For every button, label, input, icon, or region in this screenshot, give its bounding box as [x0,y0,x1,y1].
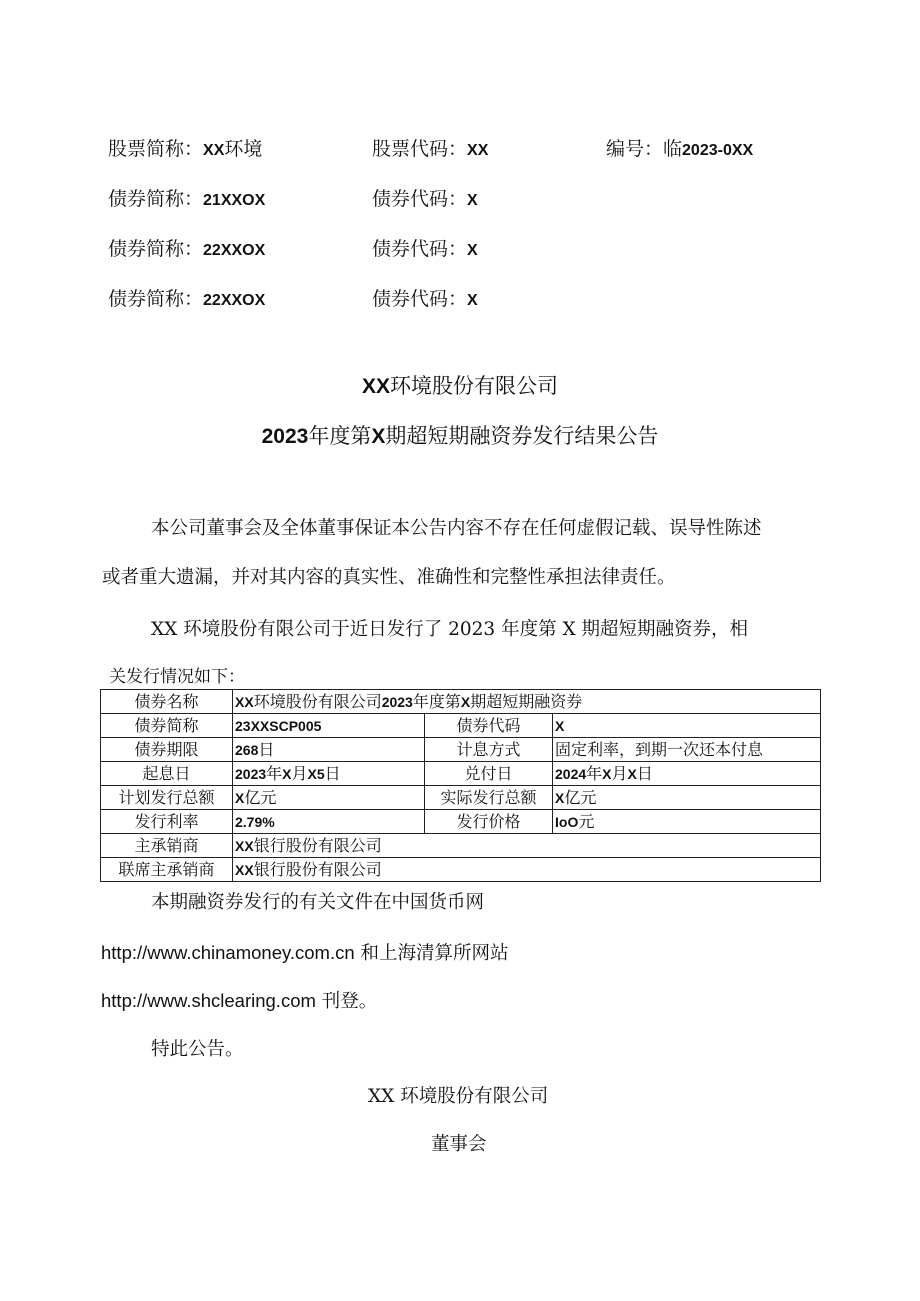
label: 股票简称： [108,138,204,160]
value-rest: 环境 [224,138,263,160]
label: 债券简称： [108,288,204,310]
table-row [101,690,821,714]
label: 债券代码： [372,288,468,310]
chinamoney-link[interactable]: http://www.chinamoney.com.cn [101,942,355,963]
cell-value: X亿元 [233,786,425,810]
title-company-name: 环境股份有限公司 [390,374,558,398]
signature-board: 董事会 [431,1134,487,1155]
cell-label: 计划发行总额 [101,786,233,810]
cell-value: XX环境股份有限公司2023年度第X期超短期融资券 [233,690,821,714]
value: X [467,192,478,209]
cell-value: 268日 [233,738,425,762]
table-row [101,786,821,810]
cell-label: 计息方式 [425,738,553,762]
title-part: 期超短期融资券发行结果公告 [385,424,659,448]
value: X [467,242,478,259]
title-company [0,371,920,402]
label: 编号：临 [606,138,683,160]
cell-value: 2.79% [233,810,425,834]
table-row [101,738,821,762]
title-issue: X [371,425,386,448]
title-year: 2023 [261,425,309,448]
paragraph-2-line-2: 关发行情况如下： [109,667,245,687]
cell-value: 2024年X月X日 [553,762,821,786]
text: 刊登。 [315,991,378,1012]
cell-label: 起息日 [101,762,233,786]
bond-code-2 [372,236,478,264]
value: XX [467,142,489,159]
cell-value: X [553,714,821,738]
cell-value: 2023年X月X5日 [233,762,425,786]
paragraph-3-line-3 [101,988,377,1015]
value: X [467,292,478,309]
paragraph-3-line-1: 本期融资券发行的有关文件在中国货币网 [151,892,485,913]
bond-code-3 [372,286,478,314]
closing-notice: 特此公告。 [151,1039,244,1060]
cell-label: 兑付日 [425,762,553,786]
value: 22XXOX [203,292,266,309]
signature-company: XX 环境股份有限公司 [368,1086,549,1107]
cell-label: 债券期限 [101,738,233,762]
value: XX [203,142,225,159]
bond-short-name-1 [108,186,265,214]
title-part: 年度第 [308,424,372,448]
title-company-prefix: XX [361,375,390,398]
stock-short-name [108,136,262,164]
value: 22XXOX [203,242,266,259]
label: 股票代码： [372,138,468,160]
cell-value: X亿元 [553,786,821,810]
table-row [101,810,821,834]
text: 和上海清算所网站 [354,943,509,964]
label: 债券代码： [372,188,468,210]
cell-label: 发行利率 [101,810,233,834]
paragraph-1-line-1: 本公司董事会及全体董事保证本公告内容不存在任何虚假记载、误导性陈述 [151,518,762,539]
cell-value: 23XXSCP005 [233,714,425,738]
label: 债券代码： [372,238,468,260]
cell-label: 主承销商 [101,834,233,858]
announcement-number [606,136,753,164]
issuance-info-table [100,689,821,882]
stock-code [372,136,488,164]
value: 2023-0XX [682,142,754,159]
bond-short-name-2 [108,236,265,264]
table-row [101,762,821,786]
value: 21XXOX [203,192,266,209]
cell-label: 联席主承销商 [101,858,233,882]
cell-label: 债券名称 [101,690,233,714]
cell-label: 实际发行总额 [425,786,553,810]
cell-value: XX银行股份有限公司 [233,858,821,882]
cell-value: IoO元 [553,810,821,834]
paragraph-2-line-1: XX 环境股份有限公司于近日发行了 2023 年度第 X 期超短期融资券，相 [151,619,748,640]
table-row [101,834,821,858]
cell-label: 债券代码 [425,714,553,738]
shclearing-link[interactable]: http://www.shclearing.com [101,990,316,1011]
paragraph-1-line-2: 或者重大遗漏，并对其内容的真实性、准确性和完整性承担法律责任。 [102,567,676,588]
cell-value: XX银行股份有限公司 [233,834,821,858]
paragraph-3-line-2 [101,940,509,967]
table-row [101,714,821,738]
cell-label: 债券简称 [101,714,233,738]
table-row [101,858,821,882]
cell-label: 发行价格 [425,810,553,834]
label: 债券简称： [108,188,204,210]
bond-code-1 [372,186,478,214]
label: 债券简称： [108,238,204,260]
title-announcement [0,421,920,452]
bond-short-name-3 [108,286,265,314]
cell-value: 固定利率，到期一次还本付息 [553,738,821,762]
